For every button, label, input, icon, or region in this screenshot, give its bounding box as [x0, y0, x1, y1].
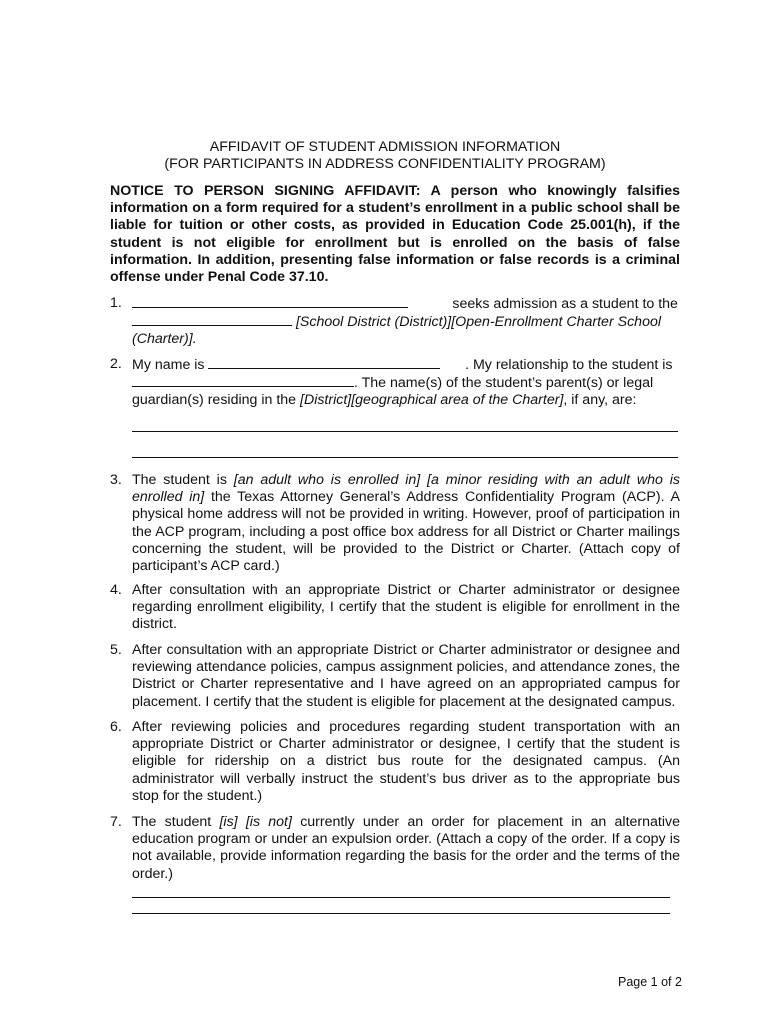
item-7-text-b: [is] [is not] — [219, 814, 292, 830]
item-2-text-e: , if any, are: — [563, 392, 637, 409]
item-2 — [110, 356, 680, 410]
signer-name-field[interactable] — [208, 356, 440, 369]
item-number: 2. — [110, 356, 122, 372]
relationship-field[interactable] — [132, 374, 354, 387]
item-1-text-a: seeks admission as a student to the — [452, 296, 678, 312]
item-3 — [110, 472, 680, 575]
notice-paragraph: NOTICE TO PERSON SIGNING AFFIDAVIT: A person who knowingly falsifies information on a form required for a student’s enrollment in a public school shall be liable for tuition or other costs, as provided in Education Code 25.001(h), if the student is not eligible for enrollment but is enrolled on the basis of false information. In addition, presenting false information or false records is a criminal offense under Penal Code 37.10. — [110, 183, 680, 286]
item-1-text-b: [School District (District)][Open-Enrollment Charter School (Charter)]. — [132, 314, 661, 348]
item-number: 6. — [110, 719, 122, 735]
order-info-line-2[interactable] — [132, 913, 670, 914]
item-2-text-d: [District][geographical area of the Charter] — [300, 392, 564, 409]
student-name-field[interactable] — [132, 295, 408, 308]
item-number: 1. — [110, 295, 122, 311]
item-2-text-a: My name is — [132, 357, 205, 373]
item-4 — [110, 582, 680, 634]
item-1 — [110, 295, 680, 349]
item-4-text: After consultation with an appropriate District or Charter administrator or designee regarding enrollment eligibility, I certify that the student is eligible for enrollment in the district. — [132, 582, 680, 633]
item-number: 3. — [110, 472, 122, 488]
order-info-line-1[interactable] — [132, 897, 670, 898]
item-3-text-c: the Texas Attorney General’s Address Confidentiality Program (ACP). A physical home address will not be provided in writing. However, proof of participation in the ACP program, including a post office box address for all District or Charter mailings concerning the student, will be provided to the District or Charter. (Attach copy of participant’s ACP card.) — [132, 489, 680, 575]
item-2-text-c: . The name(s) of the student’s parent(s) or legal guardian(s) residing in the — [132, 375, 654, 409]
document-title: AFFIDAVIT OF STUDENT ADMISSION INFORMATION — [209, 139, 561, 155]
item-number: 5. — [110, 642, 122, 658]
item-number: 7. — [110, 814, 122, 830]
page-number: Page 1 of 2 — [618, 975, 682, 989]
item-number: 4. — [110, 582, 122, 598]
item-2-text-b: . My relationship to the student is — [465, 357, 673, 373]
item-7-text-c: currently under an order for placement in an alternative education program or under an expulsion order. (Attach a copy of the order. If a copy is not available, provide information regarding the basis for the order and the terms of the order.) — [132, 814, 680, 882]
item-7-text-a: The student — [132, 814, 212, 830]
guardian-names-line-2[interactable] — [132, 457, 678, 458]
item-5 — [110, 642, 680, 711]
item-3-text-a: The student is — [132, 472, 227, 488]
item-3-text-b: [an adult who is enrolled in] [a minor residing with an adult who is enrolled in] — [132, 472, 680, 506]
school-name-field[interactable] — [132, 313, 292, 326]
document-subtitle: (FOR PARTICIPANTS IN ADDRESS CONFIDENTIALITY PROGRAM) — [164, 156, 606, 172]
item-7 — [110, 814, 680, 883]
item-6 — [110, 719, 680, 805]
guardian-names-line-1[interactable] — [132, 431, 678, 432]
item-5-text: After consultation with an appropriate District or Charter administrator or designee and reviewing attendance policies, campus assignment policies, and attendance zones, the District or Charter representative and I have agreed on an appropriated campus for placement. I certify that the student is eligible for placement at the designated campus. — [132, 642, 680, 710]
item-6-text: After reviewing policies and procedures regarding student transportation with an appropriate District or Charter administrator or designee, I certify that the student is eligible for ridership on a district bus route for the designated campus. (An administrator will verbally instruct the student’s bus driver as to the appropriate bus stop for the student.) — [132, 719, 680, 804]
